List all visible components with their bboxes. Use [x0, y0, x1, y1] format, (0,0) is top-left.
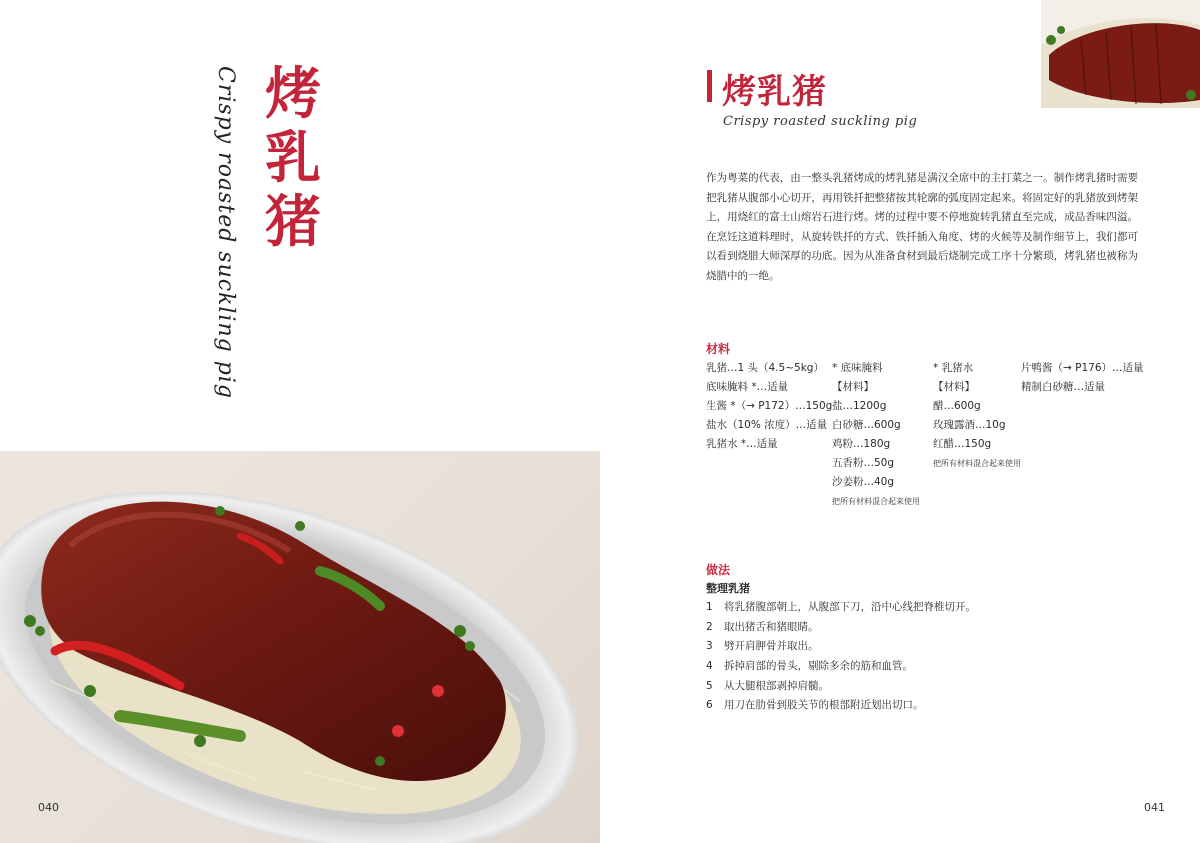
- step-number: 4: [706, 660, 713, 673]
- title-char: 乳: [265, 125, 321, 191]
- step-number: 6: [706, 699, 713, 712]
- step-number: 1: [706, 601, 713, 613]
- ingredient-item: * 乳猪水: [933, 362, 974, 374]
- recipe-title: 烤乳猪: [722, 72, 827, 112]
- ingredients-column-4: [1021, 359, 1144, 397]
- title-accent-bar: [707, 70, 712, 102]
- method-step: [706, 637, 976, 657]
- method-step: [706, 618, 976, 638]
- method-subtitle: 整理乳猪: [706, 582, 750, 595]
- right-page: [600, 0, 1200, 843]
- recipe-subtitle: Crispy roasted suckling pig: [723, 114, 918, 129]
- ingredient-item: 精制白砂糖…适量: [1021, 381, 1105, 393]
- method-step: [706, 657, 976, 677]
- method-step: [706, 677, 976, 697]
- ingredient-item: 五香粉…50g: [832, 457, 895, 469]
- step-text: 将乳猪腹部朝上，从腹部下刀，沿中心线把脊椎切开。: [724, 601, 976, 613]
- ingredient-item: 片鸭酱（→ P176）…适量: [1021, 362, 1144, 374]
- ingredient-item: 底味腌料 *…适量: [706, 381, 789, 393]
- thumbnail-photo: [1041, 0, 1200, 108]
- intro-paragraph: 作为粤菜的代表，由一整头乳猪烤成的烤乳猪是满汉全席中的主打菜之一。制作烤乳猪时需要把乳猪从腹部小心切开，再用铁扦把整猪按其轮廓的弧度固定起来。将固定好的乳猪放到烤架上，用烧红的富士山熔岩石进行烤。烤的过程中要不停地旋转乳猪直至完成，成品香味四溢。在烹饪这道料理时，从旋转铁扦的方式、铁扦插入角度、烤的火候等及制作细节上，我们都可以看到烧腊大师深厚的功底。因为从准备食材到最后烧制完成工序十分繁琐，烤乳猪也被称为烧腊中的一绝。: [706, 172, 1138, 282]
- method-heading: 做法: [706, 563, 731, 577]
- ingredient-item: 红醋…150g: [933, 438, 992, 450]
- page-number: 041: [1144, 801, 1165, 814]
- vertical-title: [258, 62, 328, 254]
- ingredient-item: 白砂糖…600g: [832, 419, 901, 431]
- vertical-english-title: Crispy roasted suckling pig: [213, 66, 238, 399]
- step-text: 拆掉肩部的骨头，剔除多余的筋和血管。: [724, 660, 913, 673]
- method-step: [706, 696, 976, 716]
- thumbnail-pig-illustration: [1041, 0, 1200, 108]
- page-number: 040: [38, 801, 59, 814]
- ingredient-item: 乳猪…1 头（4.5~5kg）: [706, 362, 824, 374]
- step-text: 取出猪舌和猪眼睛。: [724, 620, 819, 633]
- roast-pig-illustration: [0, 451, 600, 843]
- step-text: 劈开肩胛骨并取出。: [724, 640, 819, 653]
- ingredient-item: 盐…1200g: [832, 400, 887, 412]
- step-number: 2: [706, 620, 713, 633]
- title-char: 烤: [265, 61, 321, 127]
- roast-pig-photo: [0, 451, 600, 843]
- ingredients-heading: 材料: [706, 342, 731, 356]
- step-text: 用刀在肋骨到股关节的根部附近划出切口。: [724, 699, 924, 712]
- method-steps: [706, 598, 976, 716]
- step-number: 5: [706, 679, 713, 692]
- ingredient-item: 盐水（10% 浓度）…适量: [706, 419, 828, 431]
- step-number: 3: [706, 640, 713, 653]
- title-char: 猪: [265, 189, 321, 255]
- ingredient-item: 【材料】: [933, 381, 975, 393]
- ingredient-note: 把所有材料混合起来使用: [933, 459, 1021, 468]
- ingredient-item: 【材料】: [832, 381, 874, 393]
- ingredient-item: 鸡粉…180g: [832, 438, 891, 450]
- ingredient-item: 玫瑰露酒…10g: [933, 419, 1006, 431]
- ingredients-column-3: [933, 359, 1021, 473]
- ingredient-item: 醋…600g: [933, 400, 981, 412]
- ingredient-item: * 底味腌料: [832, 362, 883, 374]
- ingredient-item: 沙姜粉…40g: [832, 476, 895, 488]
- ingredients-column-2: [832, 359, 920, 511]
- ingredient-item: 生酱 *（→ P172）…150g: [706, 400, 833, 412]
- method-step: [706, 598, 976, 618]
- ingredient-note: 把所有材料混合起来使用: [832, 497, 920, 506]
- step-text: 从大腿根部剥掉肩髓。: [724, 679, 829, 692]
- ingredients-column-1: [706, 359, 832, 454]
- ingredient-item: 乳猪水 *…适量: [706, 438, 778, 450]
